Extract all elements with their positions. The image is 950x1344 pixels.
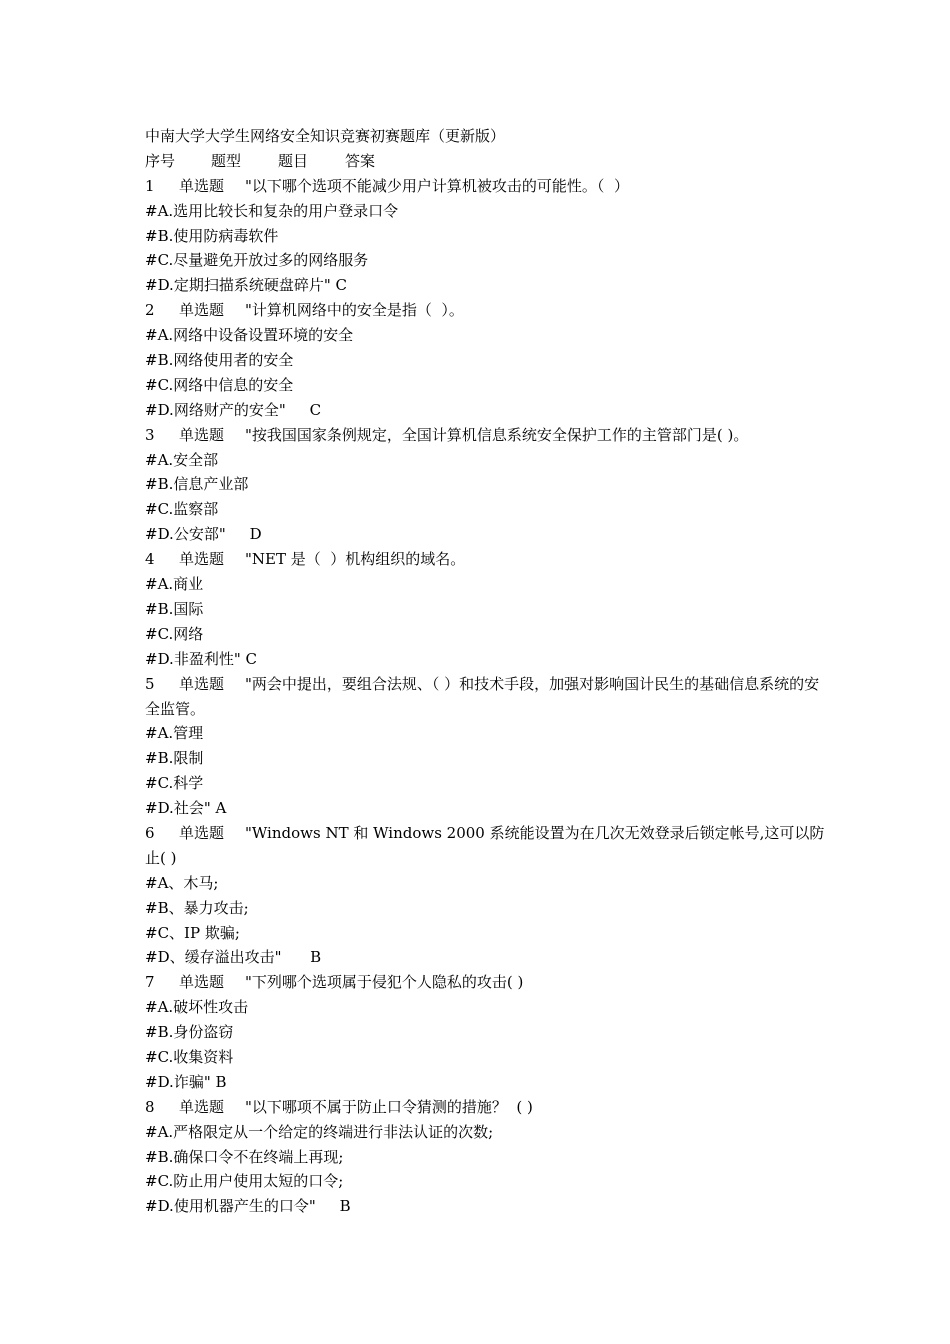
option-d-with-answer: #D.定期扫描系统硬盘碎片" C bbox=[145, 276, 347, 295]
question-type: 单选题 bbox=[179, 674, 225, 693]
question-number: 6 bbox=[145, 823, 155, 842]
option-c: #C、IP 欺骗; bbox=[145, 923, 240, 942]
question-line bbox=[145, 174, 825, 199]
option-a: #A.选用比较长和复杂的用户登录口令 bbox=[145, 201, 399, 220]
header-question: 题目 bbox=[278, 151, 309, 170]
question-type: 单选题 bbox=[179, 550, 225, 569]
option-b: #B.确保口令不在终端上再现; bbox=[145, 1147, 344, 1166]
question-line bbox=[145, 672, 825, 722]
option-b: #B.信息产业部 bbox=[145, 475, 249, 494]
option-d-with-answer: #D.非盈利性" C bbox=[145, 649, 257, 668]
question-line bbox=[145, 970, 825, 995]
question-line bbox=[145, 547, 825, 572]
option-d-with-answer: #D.社会" A bbox=[145, 799, 227, 818]
option-a: #A、木马; bbox=[145, 873, 219, 892]
question-text: "下列哪个选项属于侵犯个人隐私的攻击( ) bbox=[245, 973, 524, 992]
document-page bbox=[145, 124, 825, 1219]
option-c: #C.防止用户使用太短的口令; bbox=[145, 1172, 344, 1191]
question-number: 3 bbox=[145, 425, 155, 444]
question-type: 单选题 bbox=[179, 176, 225, 195]
question-number: 5 bbox=[145, 674, 155, 693]
question-line bbox=[145, 298, 825, 323]
option-c: #C.尽量避免开放过多的网络服务 bbox=[145, 251, 369, 270]
document-title: 中南大学大学生网络安全知识竞赛初赛题库（更新版） bbox=[145, 127, 506, 145]
option-c: #C.网络 bbox=[145, 624, 204, 643]
header-type: 题型 bbox=[211, 151, 242, 170]
question-number: 8 bbox=[145, 1097, 155, 1116]
option-c: #C.网络中信息的安全 bbox=[145, 375, 294, 394]
question-line bbox=[145, 423, 825, 448]
question-text: "以下哪项不属于防止口令猜测的措施？ ( ) bbox=[245, 1097, 533, 1116]
question-text: "两会中提出，要组合法规、（ ）和技术手段，加强对影响国计民生的基础信息系统的安全监管。 bbox=[145, 674, 820, 718]
option-c: #C.科学 bbox=[145, 774, 204, 793]
option-d-with-answer: #D.诈骗" B bbox=[145, 1072, 227, 1091]
question-number: 2 bbox=[145, 301, 155, 320]
option-d-with-answer: #D.使用机器产生的口令" B bbox=[145, 1197, 351, 1216]
question-text: "按我国国家条例规定，全国计算机信息系统安全保护工作的主管部门是( )。 bbox=[245, 425, 749, 444]
option-a: #A.网络中设备设置环境的安全 bbox=[145, 326, 354, 345]
question-line bbox=[145, 1095, 825, 1120]
option-b: #B.身份盗窃 bbox=[145, 1023, 234, 1042]
option-a: #A.破坏性攻击 bbox=[145, 998, 249, 1017]
option-b: #B.限制 bbox=[145, 749, 204, 768]
column-header-row bbox=[145, 149, 825, 174]
option-a: #A.商业 bbox=[145, 575, 204, 594]
option-a: #A.安全部 bbox=[145, 450, 219, 469]
question-type: 单选题 bbox=[179, 1097, 225, 1116]
question-number: 7 bbox=[145, 973, 155, 992]
option-c: #C.收集资料 bbox=[145, 1048, 234, 1067]
option-b: #B.国际 bbox=[145, 599, 204, 618]
question-number: 1 bbox=[145, 176, 155, 195]
question-type: 单选题 bbox=[179, 301, 225, 320]
question-text: "NET 是（ ）机构组织的域名。 bbox=[245, 550, 466, 569]
question-text: "以下哪个选项不能减少用户计算机被攻击的可能性。（ ） bbox=[245, 176, 629, 195]
option-b: #B、暴力攻击; bbox=[145, 898, 249, 917]
question-line bbox=[145, 821, 825, 871]
option-c: #C.监察部 bbox=[145, 500, 219, 519]
option-b: #B.网络使用者的安全 bbox=[145, 351, 294, 370]
question-type: 单选题 bbox=[179, 823, 225, 842]
question-type: 单选题 bbox=[179, 973, 225, 992]
option-d-with-answer: #D.公安部" D bbox=[145, 525, 262, 544]
header-answer: 答案 bbox=[345, 151, 376, 170]
option-a: #A.严格限定从一个给定的终端进行非法认证的次数; bbox=[145, 1122, 494, 1141]
header-no: 序号 bbox=[145, 151, 176, 170]
option-d-with-answer: #D.网络财产的安全" C bbox=[145, 400, 322, 419]
question-text: "Windows NT 和 Windows 2000 系统能设置为在几次无效登录后锁定帐号,这可以防止( ) bbox=[145, 823, 825, 867]
question-number: 4 bbox=[145, 550, 155, 569]
question-text: "计算机网络中的安全是指（ ）。 bbox=[245, 301, 464, 320]
option-a: #A.管理 bbox=[145, 724, 204, 743]
option-d-with-answer: #D、缓存溢出攻击" B bbox=[145, 948, 322, 967]
option-b: #B.使用防病毒软件 bbox=[145, 226, 279, 245]
question-type: 单选题 bbox=[179, 425, 225, 444]
